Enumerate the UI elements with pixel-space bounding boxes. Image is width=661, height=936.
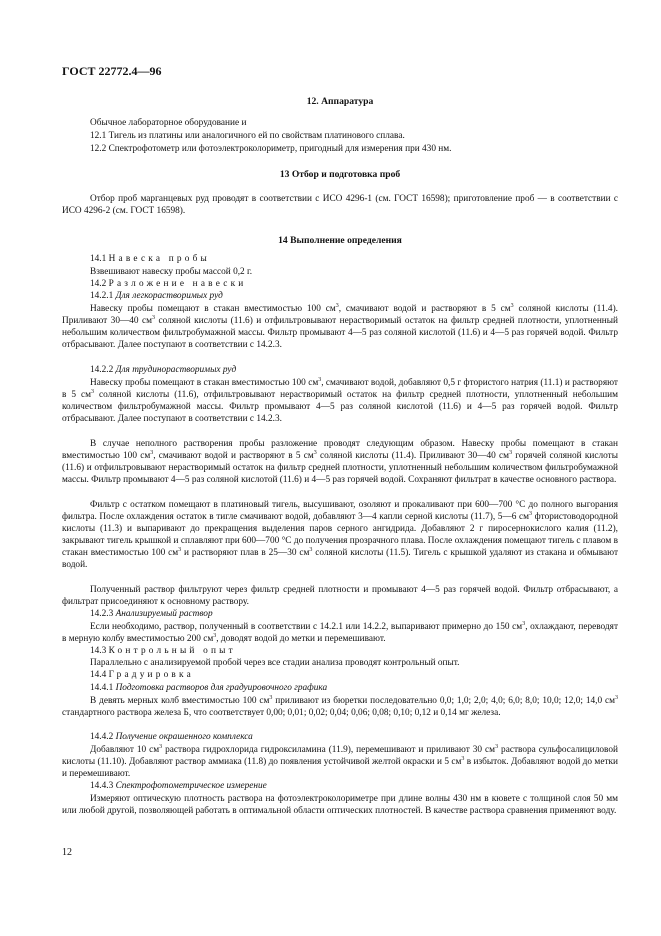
p1442-heading: 14.4.2 Получение окрашенного комплекса bbox=[90, 732, 253, 742]
p1422-heading: 14.2.2 Для трудинорастворимых руд bbox=[90, 365, 237, 375]
p1422-paragraph-2: В случае неполного растворения пробы разложение проводят следующим образом. Навеску пробы помещают в стакан вместимостью 100 $см^3$, смачивают водой и растворяют в 5 $см^3$ соляной кислоты (11.4). Приливают 30—40 $см^3$ горячей соляной кислоты (11.6) и отфильтровывают нерастворимый остаток на фильтр средней плотности, уплотненный небольшим количеством фильтробумажной массы. Фильтр промывают 4—5 раз соляной кислотой (11.6) и 4—5 раз горячей водой. Сохраняют фильтрат в качестве основного раствора. bbox=[62, 439, 618, 486]
p142-heading: 14.2 Разложение навески bbox=[90, 279, 247, 289]
p1422-paragraph-3: Фильтр с остатком помещают в платиновый тигель, высушивают, озоляют и прокаливают при 600—700 °С до полного выгорания фильтра. После охлаждения остаток в тигле смачивают водой, добавляют 3—4 капли серной кислоты (11.7), 5—6 $см^3$ фтористоводородной кислоты (11.3) и выпаривают до прекращения выделения паров серного ангидрида. Добавляют 2 г пиросернокислого калия (11.2), закрывают тигель крышкой и сплавляют при 600—700 °С до получения прозрачного плава. После охлаждения помещают тигель с плавом в стакан вместимостью 100 $см^3$ и растворяют плав в 25—30 $см^3$ соляной кислоты (11.5). Тигель с крышкой удаляют из стакана и обмывают водой. bbox=[62, 500, 619, 571]
p143-heading: 14.3 Контрольный опыт bbox=[90, 646, 236, 656]
section-12-title: 12. Аппаратура bbox=[306, 96, 374, 107]
p1423-heading: 14.2.3 Анализируемый раствор bbox=[90, 609, 213, 619]
document-header: ГОСТ 22772.4—96 bbox=[62, 64, 162, 78]
p141-text: Взвешивают навеску пробы массой 0,2 г. bbox=[90, 267, 253, 277]
section-14-title: 14 Выполнение определения bbox=[278, 235, 402, 246]
p1422-paragraph-4: Полученный раствор фильтруют через фильтр средней плотности и промывают 4—5 раз горячей водой. Фильтр отбрасывают, а фильтрат присоединяют к основному раствору. bbox=[62, 585, 618, 608]
p1443-heading: 14.4.3 Спектрофотометрическое измерение bbox=[90, 781, 267, 791]
s12-line-2: 12.1 Тигель из платины или аналогичного ей по свойствам платинового сплава. bbox=[90, 131, 405, 141]
p143-text: Параллельно с анализируемой пробой через все стадии анализа проводят контрольный опыт. bbox=[90, 658, 460, 668]
p1442-paragraph: Добавляют 10 $см^3$ раствора гидрохлорида гидроксиламина (11.9), перемешивают и приливают 30 $см^3$ раствора сульфосалициловой кислоты (11.10). Добавляют раствор аммиака (11.8) до появления устойчивой желтой окраски и 5 $см^3$ в избыток. Добавляют водой до метки и перемешивают. bbox=[62, 743, 619, 780]
section-13-title: 13 Отбор и подготовка проб bbox=[279, 169, 401, 180]
p1422-paragraph-1: Навеску пробы помещают в стакан вместимостью 100 $см^3$, смачивают водой, добавляют 0,5 г фтористого натрия (11.1) и растворяют в 5 $см^3$ соляной кислоты (11.6), отфильтровывают нерастворимый остаток на фильтр средней плотности, уплотненный небольшим количеством фильтробумажной массы. Фильтр промывают 4—5 раз соляной кислотой (11.6) и 4—5 раз горячей водой. Фильтр отбрасывают. Далее поступают в соответствии с 14.2.3. bbox=[62, 376, 618, 425]
p144-heading: 14.4 Градуировка bbox=[90, 670, 194, 680]
p1441-heading: 14.4.1 Подготовка растворов для градуировочного графика bbox=[90, 683, 328, 693]
p141-heading: 14.1 Навеска пробы bbox=[90, 254, 210, 264]
s12-line-3: 12.2 Спектрофотометр или фотоэлектроколориметр, пригодный для измерения при 430 нм. bbox=[90, 144, 452, 154]
p1443-paragraph: Измеряют оптическую плотность раствора на фотоэлектроколориметре при длине волны 430 нм в кювете с толщиной слоя 50 мм или любой другой, позволяющей работать в оптимальной области оптических плотностей. В качестве раствора сравнения применяют воду. bbox=[62, 794, 618, 817]
s13-paragraph: Отбор проб марганцевых руд проводят в соответствии с ИСО 4296-1 (см. ГОСТ 16598); приготовление проб — в соответствии с ИСО 4296-2 (см. ГОСТ 16598). bbox=[62, 194, 618, 217]
p1441-paragraph: В девять мерных колб вместимостью 100 $см^3$ приливают из бюретки последовательно 0,0; 1,0; 2,0; 4,0; 6,0; 8,0; 10,0; 12,0; 14,0 $см^3$ стандартного раствора железа Б, что соответствует 0,00; 0,01; 0,02; 0,04; 0,06; 0,08; 0,10; 0,12 и 0,14 мг железа. bbox=[62, 694, 619, 719]
s12-line-1: Обычное лабораторное оборудование и bbox=[90, 118, 247, 128]
page-number: 12 bbox=[62, 847, 72, 858]
p1421-heading: 14.2.1 Для легкорастворимых руд bbox=[90, 291, 223, 301]
p1421-paragraph: Навеску пробы помещают в стакан вместимостью 100 $см^3$, смачивают водой и растворяют в 5 $см^3$ соляной кислоты (11.4). Приливают 30—40 $см^3$ соляной кислоты (11.6) и отфильтровывают нерастворимый остаток на фильтр средней плотности, уплотненный небольшим количеством фильтробумажной массы. Фильтр промывают 4—5 раз соляной кислотой (11.6) и 4—5 раз горячей водой. Фильтр отбрасывают. Далее поступают в соответствии с 14.2.3. bbox=[62, 302, 618, 351]
p1423-paragraph: Если необходимо, раствор, полученный в соответствии с 14.2.1 или 14.2.2, выпаривают примерно до 150 $см^3$, охлаждают, переводят в мерную колбу вместимостью 200 $см^3$, доводят водой до метки и перемешивают. bbox=[62, 620, 619, 645]
